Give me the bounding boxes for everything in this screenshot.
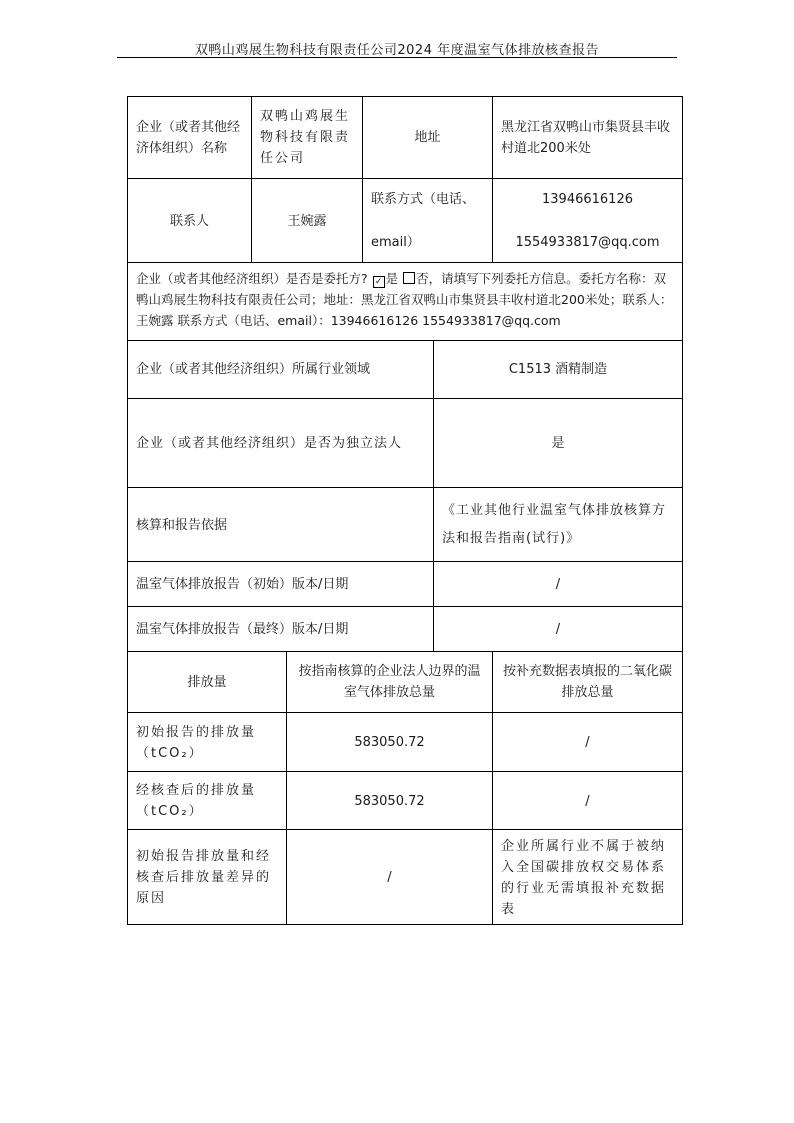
emissions-co2-value: / bbox=[492, 713, 682, 772]
initial-version-label: 温室气体排放报告（初始）版本/日期 bbox=[136, 577, 349, 592]
entrust-no-text: 否，请填写下列委托方信息。委托方名称：双鸭山鸡展生物科技有限责任公司；地址：黑龙江省双鸭山市集贤县丰收村道北200米处；联系人：王婉露 联系方式（电话、email）：13946616126 1554933817@qq.com bbox=[136, 271, 673, 328]
org-row bbox=[128, 97, 682, 178]
checkbox-checked-icon: ✓ bbox=[373, 276, 385, 288]
contact-email: 1554933817@qq.com bbox=[515, 235, 660, 250]
basis-label: 核算和报告依据 bbox=[136, 517, 228, 533]
emissions-col1-header: 按指南核算的企业法人边界的温室气体排放总量 bbox=[286, 652, 492, 712]
initial-version-row bbox=[128, 561, 682, 607]
checkbox-empty-icon bbox=[403, 272, 415, 284]
org-name-value: 双鸭山鸡展生物科技有限责任公司 bbox=[251, 97, 362, 178]
final-version-row bbox=[128, 606, 682, 652]
contact-phone: 13946616126 bbox=[542, 192, 633, 207]
address-value: 黑龙江省双鸭山市集贤县丰收村道北200米处 bbox=[492, 97, 682, 178]
industry-value: C1513 酒精制造 bbox=[433, 341, 682, 398]
final-version-value: / bbox=[433, 607, 682, 652]
entrust-paragraph bbox=[128, 263, 682, 341]
initial-version-value: / bbox=[433, 562, 682, 607]
emissions-co2-value: / bbox=[492, 772, 682, 830]
emissions-header-row bbox=[128, 652, 682, 712]
legal-row bbox=[128, 398, 682, 488]
basis-row bbox=[128, 487, 682, 562]
emissions-row-reason bbox=[128, 829, 682, 925]
contact-method-values bbox=[492, 179, 682, 263]
emissions-col2-header: 按补充数据表填报的二氧化碳排放总量 bbox=[492, 652, 682, 712]
industry-row bbox=[128, 341, 682, 398]
contact-label: 联系人 bbox=[169, 213, 209, 229]
emissions-row-label: 初始报告排放量和经核查后排放量差异的原因 bbox=[136, 849, 272, 906]
emissions-row-verified bbox=[128, 771, 682, 830]
emissions-row-label: 经核查后的排放量（tCO₂） bbox=[136, 783, 257, 819]
contact-method-label-line2: email） bbox=[371, 235, 420, 250]
contact-row bbox=[128, 178, 682, 263]
emissions-total-value: / bbox=[286, 830, 492, 925]
info-table bbox=[127, 96, 683, 341]
emissions-total-value: 583050.72 bbox=[286, 713, 492, 772]
basis-value: 《工业其他行业温室气体排放核算方法和报告指南(试行)》 bbox=[433, 488, 682, 562]
details-table bbox=[127, 340, 683, 652]
contact-method-label bbox=[362, 179, 492, 263]
legal-label: 企业（或者其他经济组织）是否为独立法人 bbox=[136, 435, 403, 451]
emissions-col0-header: 排放量 bbox=[187, 674, 227, 690]
entrust-row bbox=[128, 262, 682, 341]
emissions-reason-text: 企业所属行业不属于被纳入全国碳排放权交易体系的行业无需填报补充数据表 bbox=[492, 830, 682, 925]
address-label: 地址 bbox=[362, 97, 492, 178]
final-version-label: 温室气体排放报告（最终）版本/日期 bbox=[136, 622, 349, 637]
emissions-row-initial bbox=[128, 712, 682, 772]
contact-name: 王婉露 bbox=[251, 179, 362, 263]
contact-method-label-line1: 联系方式（电话、 bbox=[371, 192, 476, 207]
emissions-total-value: 583050.72 bbox=[286, 772, 492, 830]
emissions-row-label: 初始报告的排放量（tCO₂） bbox=[136, 724, 257, 761]
legal-value: 是 bbox=[433, 399, 682, 488]
entrust-yes: 是 bbox=[385, 271, 399, 286]
emissions-table bbox=[127, 651, 683, 925]
industry-label: 企业（或者其他经济组织）所属行业领域 bbox=[136, 362, 371, 377]
document-header: 双鸭山鸡展生物科技有限责任公司2024 年度温室气体排放核查报告 bbox=[194, 43, 600, 58]
org-name-label: 企业（或者其他经济体组织）名称 bbox=[136, 119, 241, 156]
entrust-question: 企业（或者其他经济组织）是否是委托方? bbox=[136, 271, 368, 286]
header-rule bbox=[117, 57, 677, 58]
